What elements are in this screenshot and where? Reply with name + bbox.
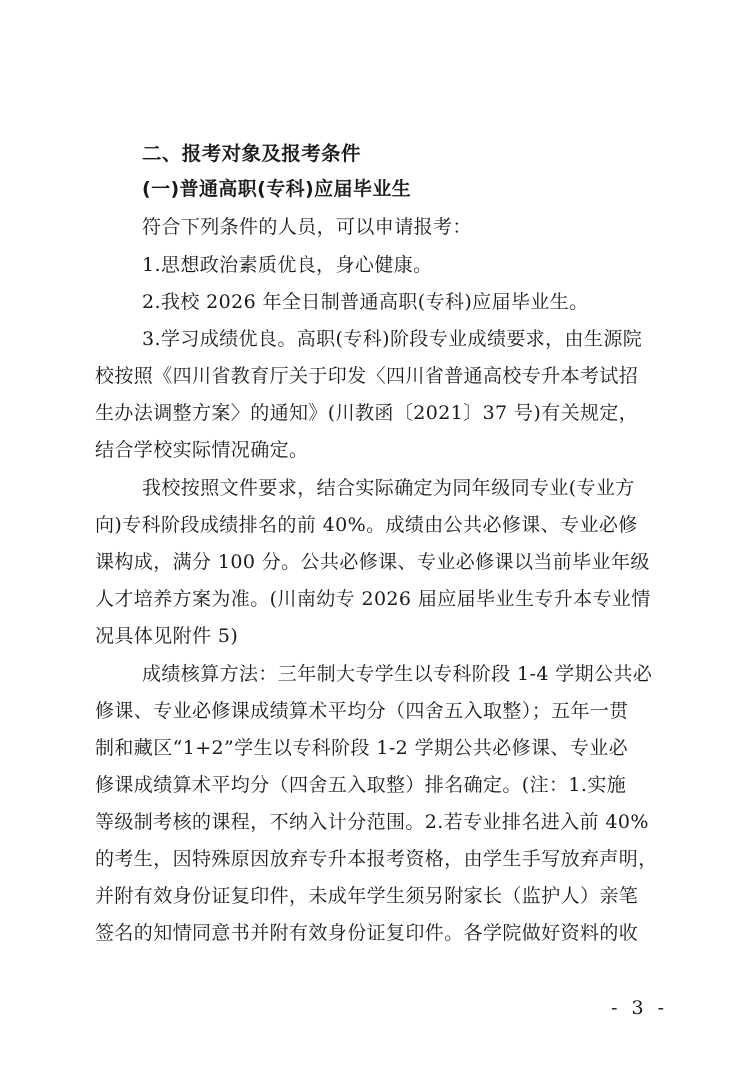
condition-3-line: 3.学习成绩优良。高职(专科)阶段专业成绩要求，由生源院: [142, 328, 643, 350]
calculation-paragraph-line: 制和藏区“1+2”学生以专科阶段 1-2 学期公共必修课、专业必: [95, 737, 629, 759]
condition-3-line: 生办法调整方案〉的通知》(川教函〔2021〕37 号)有关规定，: [95, 402, 639, 424]
calculation-paragraph-line: 修课成绩算术平均分（四舍五入取整）排名确定。(注：1.实施: [95, 774, 627, 796]
calculation-paragraph-line: 签名的知情同意书并附有效身份证复印件。各学院做好资料的收: [95, 922, 639, 944]
ranking-paragraph-line: 向)专科阶段成绩排名的前 40%。成绩由公共必修课、专业必修: [95, 514, 638, 536]
calculation-paragraph-line: 成绩核算方法：三年制大专学生以专科阶段 1-4 学期公共必: [142, 663, 653, 685]
condition-2: 2.我校 2026 年全日制普通高职(专科)应届毕业生。: [142, 291, 589, 313]
calculation-paragraph-line: 并附有效身份证复印件，未成年学生须另附家长（监护人）亲笔: [95, 885, 639, 907]
condition-3-line: 结合学校实际情况确定。: [95, 439, 309, 461]
page-number: - 3 -: [611, 997, 669, 1019]
subsection-heading: (一)普通高职(专科)应届毕业生: [142, 178, 412, 200]
section-heading: 二、报考对象及报考条件: [142, 142, 361, 165]
calculation-paragraph-line: 修课、专业必修课成绩算术平均分（四舍五入取整）；五年一贯: [95, 700, 629, 722]
ranking-paragraph-line: 我校按照文件要求，结合实际确定为同年级同专业(专业方: [142, 477, 635, 499]
ranking-paragraph-line: 课构成，满分 100 分。公共必修课、专业必修课以当前毕业年级: [95, 551, 650, 573]
calculation-paragraph-line: 等级制考核的课程，不纳入计分范围。2.若专业排名进入前 40%: [95, 811, 649, 833]
calculation-paragraph-line: 的考生，因特殊原因放弃专升本报考资格，由学生手写放弃声明，: [95, 848, 658, 870]
condition-1: 1.思想政治素质优良，身心健康。: [142, 254, 433, 276]
intro-text: 符合下列条件的人员，可以申请报考：: [142, 216, 472, 238]
ranking-paragraph-line: 人才培养方案为准。(川南幼专 2026 届应届毕业生专升本专业情: [95, 588, 651, 610]
condition-3-line: 校按照《四川省教育厅关于印发〈四川省普通高校专升本考试招: [95, 365, 639, 387]
ranking-paragraph-line: 况具体见附件 5): [95, 625, 239, 647]
